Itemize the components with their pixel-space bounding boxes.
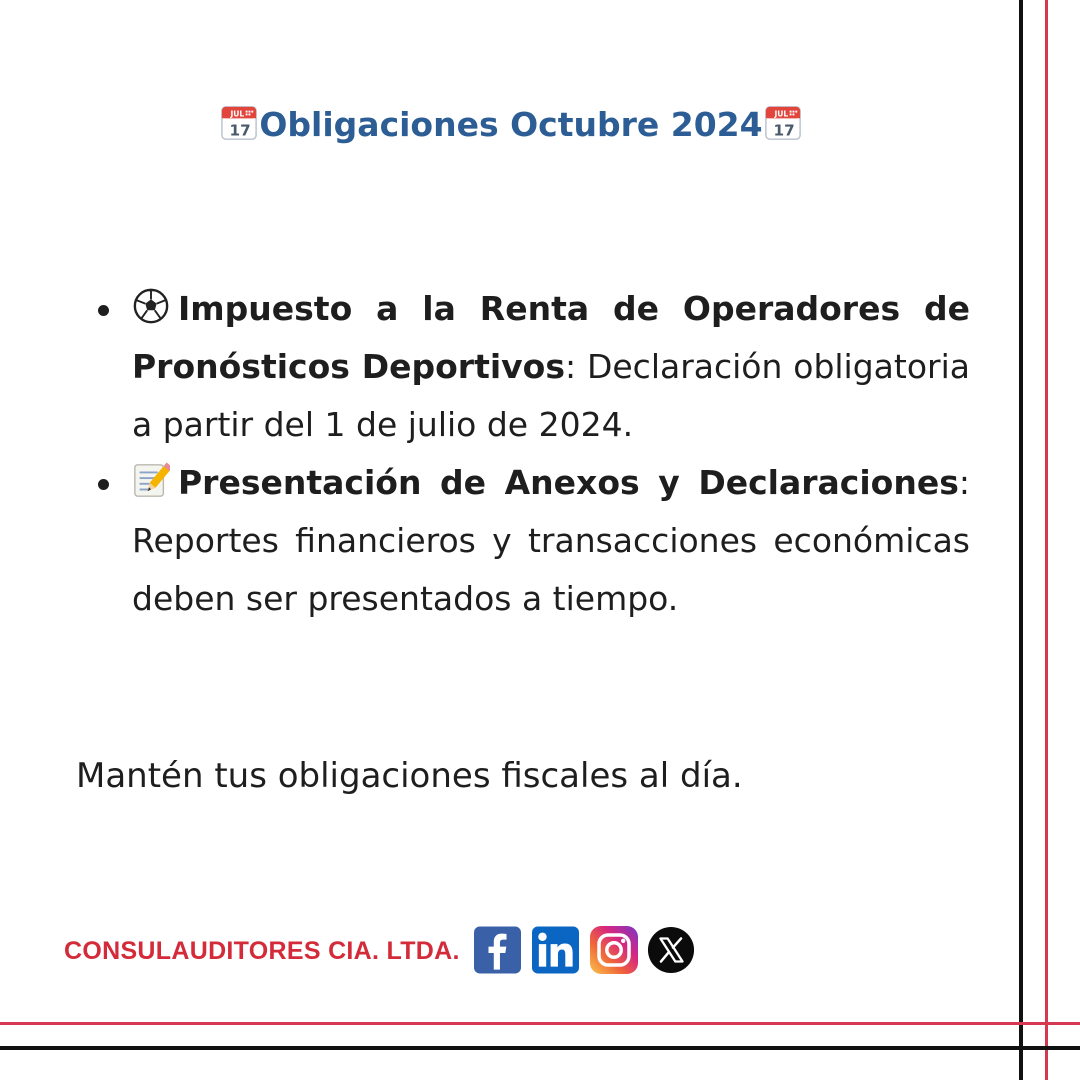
soccer-ball-icon	[132, 287, 170, 325]
bullet	[98, 479, 109, 490]
item-description: : Reportes financieros y transacciones económicas deben ser presentados a tiempo.	[132, 463, 970, 618]
right-border-red	[1045, 0, 1048, 1080]
page-title	[0, 104, 1022, 144]
right-border-black	[1019, 0, 1023, 1080]
calendar-icon	[764, 104, 802, 142]
bullet	[98, 305, 109, 316]
calendar-icon	[220, 104, 258, 142]
memo-icon	[132, 461, 170, 499]
bottom-border-black	[0, 1046, 1080, 1050]
linkedin-icon[interactable]	[532, 926, 579, 974]
bottom-border-red	[0, 1022, 1080, 1025]
list-item	[90, 454, 970, 628]
company-name: CONSULAUDITORES CIA. LTDA.	[64, 937, 460, 965]
svg-text:JUL: JUL	[774, 109, 788, 119]
list-item	[90, 280, 970, 454]
item-description: : Declaración obligatoria a partir del 1 de julio de 2024.	[132, 347, 970, 444]
x-icon[interactable]	[646, 926, 696, 974]
facebook-icon[interactable]	[474, 926, 521, 974]
svg-text:17: 17	[773, 121, 795, 140]
svg-text:JUL: JUL	[230, 109, 245, 119]
item-title: Impuesto a la Renta de Operadores de Pronósticos Deportivos	[132, 289, 970, 386]
item-title: Presentación de Anexos y Declaraciones	[178, 463, 959, 502]
title-text: Obligaciones Octubre 2024	[259, 105, 763, 144]
instagram-icon[interactable]	[590, 926, 638, 974]
svg-text:17: 17	[229, 121, 252, 140]
obligations-list	[90, 280, 970, 628]
closing-text: Mantén tus obligaciones fiscales al día.	[76, 756, 743, 796]
